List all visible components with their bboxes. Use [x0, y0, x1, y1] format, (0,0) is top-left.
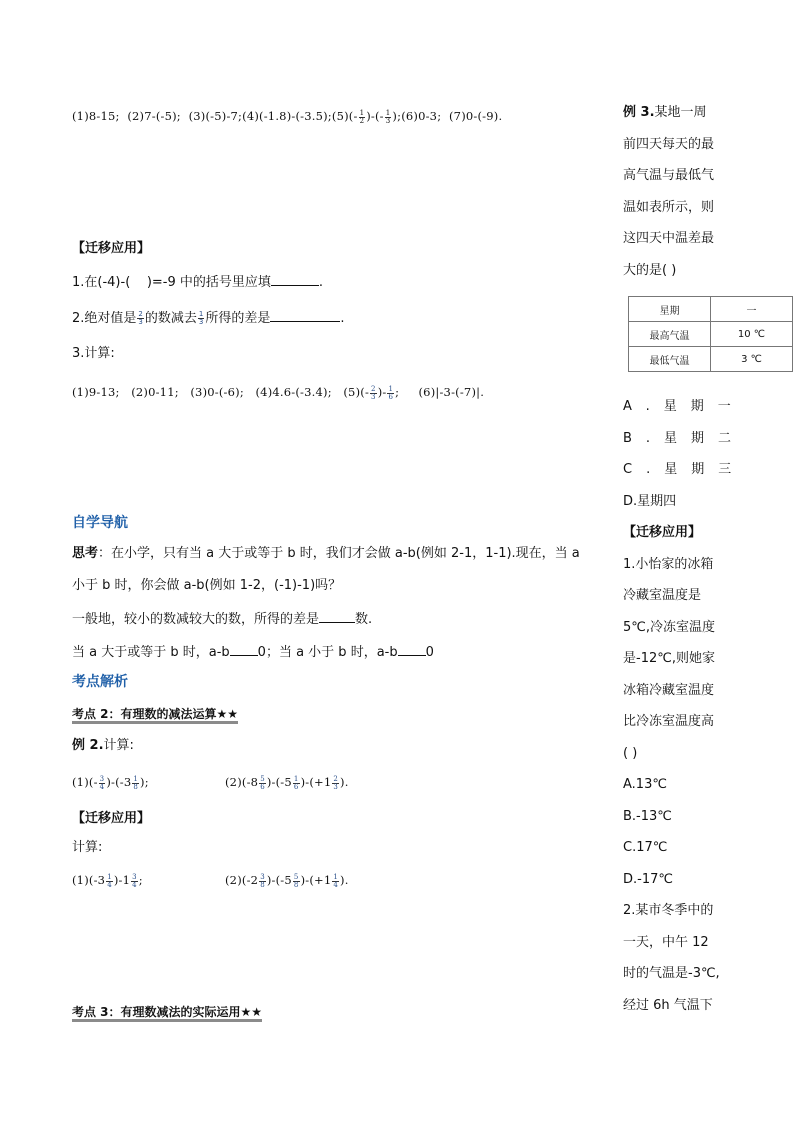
problem-5: (5)(- $\frac{1}{2}$ )-(- $\frac{1}{3}$ );	[331, 108, 402, 125]
fraction: $\frac{1}{3}$	[385, 108, 391, 125]
self-study-heading: 自学导航	[72, 515, 128, 531]
q1-line-4: 冰箱冷藏室温度	[623, 682, 715, 698]
q1-line-0: 1.小怡家的冰箱	[623, 556, 714, 572]
example-3-line-2: 高气温与最低气	[623, 168, 715, 183]
answer-blank[interactable]	[398, 643, 426, 656]
example-3-block	[623, 97, 793, 286]
key-point-3: 考点 3：有理数减法的实际运用★★	[72, 1004, 262, 1020]
calc-4: (4)4.6-(-3.4);	[255, 385, 332, 399]
problem-1: (1)8-15;	[72, 109, 120, 123]
table-row1-key: 最高气温	[629, 322, 711, 347]
problem-6: (6)0-3;	[401, 109, 442, 123]
think-label: 思考	[72, 546, 99, 561]
top-problems-line	[72, 108, 502, 125]
calc-line	[72, 384, 484, 401]
calc-1: (1)9-13;	[72, 385, 120, 399]
think-paragraph: 思考：在小学，只有当 a 大于或等于 b 时，我们才会做 a-b(例如 2-1，1-1).现在，当 a	[72, 546, 580, 561]
q2-line-2: 时的气温是-3℃,	[623, 966, 720, 981]
example-3-line-3: 温如表所示，则	[623, 199, 715, 215]
q1-line-5: 比冷冻室温度高	[623, 714, 715, 729]
calc-2: (2)0-11;	[131, 385, 179, 399]
table-row2-key: 最低气温	[629, 347, 711, 372]
think-paragraph-2: 小于 b 时，你会做 a-b(例如 1-2，(-1)-1)吗？	[72, 578, 342, 593]
answer-blank[interactable]	[270, 309, 340, 322]
analysis-heading: 考点解析	[72, 674, 128, 690]
q1-option-c[interactable]: C.17℃	[623, 840, 668, 855]
option-c[interactable]: C.星期三	[623, 462, 746, 477]
question-1: 1.在(-4)-( )=-9 中的括号里应填 .	[72, 275, 324, 290]
general-statement: 一般地，较小的数减较大的数，所得的差是 数.	[72, 612, 373, 627]
example-3-line-5: 大的是( )	[623, 262, 677, 278]
when-statement: 当 a 大于或等于 b 时，a-b 0；当 a 小于 b 时，a-b 0	[72, 645, 434, 660]
table-row1-val: 10 ℃	[710, 322, 792, 347]
table-row	[629, 297, 793, 322]
answer-blank[interactable]	[271, 273, 319, 286]
q2-line-3: 经过 6h 气温下	[623, 997, 713, 1013]
q1-option-d[interactable]: D.-17℃	[623, 871, 673, 887]
example-2-problem-2: (2)(-8 $\frac{5}{6}$ )-(-5 $\frac{1}{6}$ )-(+1 $\frac{2}{3}$ ).	[225, 774, 349, 791]
fraction: $\frac{1}{3}$	[198, 310, 204, 326]
example-3-line-4: 这四天中温差最	[623, 231, 715, 246]
option-b[interactable]: B.星期二	[623, 430, 746, 446]
q2-line-0: 2.某市冬季中的	[623, 903, 714, 918]
q1-line-2: 5℃,冷冻室温度	[623, 619, 716, 635]
option-d[interactable]: D.星期四	[623, 493, 677, 509]
transfer-problem-1: (1)(-3 $\frac{1}{4}$ )-1 $\frac{3}{4}$ ;	[72, 872, 143, 889]
q1-option-b[interactable]: B.-13℃	[623, 808, 672, 824]
temperature-table	[628, 296, 793, 372]
transfer-heading-3: 【迁移应用】	[623, 525, 702, 540]
transfer-problem-2: (2)(-2 $\frac{3}{8}$ )-(-5 $\frac{5}{8}$ )-(+1 $\frac{1}{4}$ ).	[225, 872, 349, 889]
example-2: 例 2.计算:	[72, 738, 134, 753]
fraction: $\frac{1}{2}$	[359, 108, 365, 125]
table-header-val: 一	[710, 297, 792, 322]
table-row	[629, 347, 793, 372]
problem-7: (7)0-(-9).	[449, 109, 503, 123]
q1-line-1: 冷藏室温度是	[623, 588, 702, 603]
calc-5: (5)(- $\frac{2}{3}$ )- $\frac{1}{6}$ ;	[343, 384, 400, 401]
problem-2: (2)7-(-5);	[127, 109, 181, 123]
example-3-line-1: 前四天每天的最	[623, 136, 715, 152]
example-3-options	[623, 391, 793, 1021]
fraction: $\frac{2}{3}$	[138, 310, 143, 326]
question-2: 2.绝对值是 $\frac{2}{3}$ 的数减去 $\frac{1}{3}$ 所得的差是 .	[72, 310, 345, 326]
transfer-heading-1: 【迁移应用】	[72, 241, 151, 256]
q1-line-3: 是-12℃,则她家	[623, 651, 715, 666]
calc-label: 计算:	[72, 840, 103, 855]
question-3: 3.计算:	[72, 346, 115, 361]
option-a[interactable]: A.星期一	[623, 399, 745, 414]
calc-3: (3)0-(-6);	[190, 385, 244, 399]
example-2-problem-1: (1)(- $\frac{3}{4}$ )-(-3 $\frac{1}{8}$ );	[72, 774, 149, 791]
q1-line-6: ( )	[623, 745, 638, 761]
table-row2-val: 3 ℃	[710, 347, 792, 372]
table-row	[629, 322, 793, 347]
problem-4: (4)(-1.8)-(-3.5);	[242, 109, 332, 123]
example-3-line-0: 例 3.某地一周	[623, 105, 707, 120]
answer-blank[interactable]	[319, 610, 355, 623]
q2-line-1: 一天，中午 12	[623, 934, 709, 950]
calc-6: (6)|-3-(-7)|.	[418, 385, 485, 399]
transfer-heading-2: 【迁移应用】	[72, 811, 151, 826]
answer-blank[interactable]	[230, 643, 258, 656]
problem-3: (3)(-5)-7;	[188, 109, 243, 123]
q1-option-a[interactable]: A.13℃	[623, 777, 667, 792]
table-header-key: 星期	[629, 297, 711, 322]
key-point-2: 考点 2：有理数的减法运算★★	[72, 706, 238, 722]
